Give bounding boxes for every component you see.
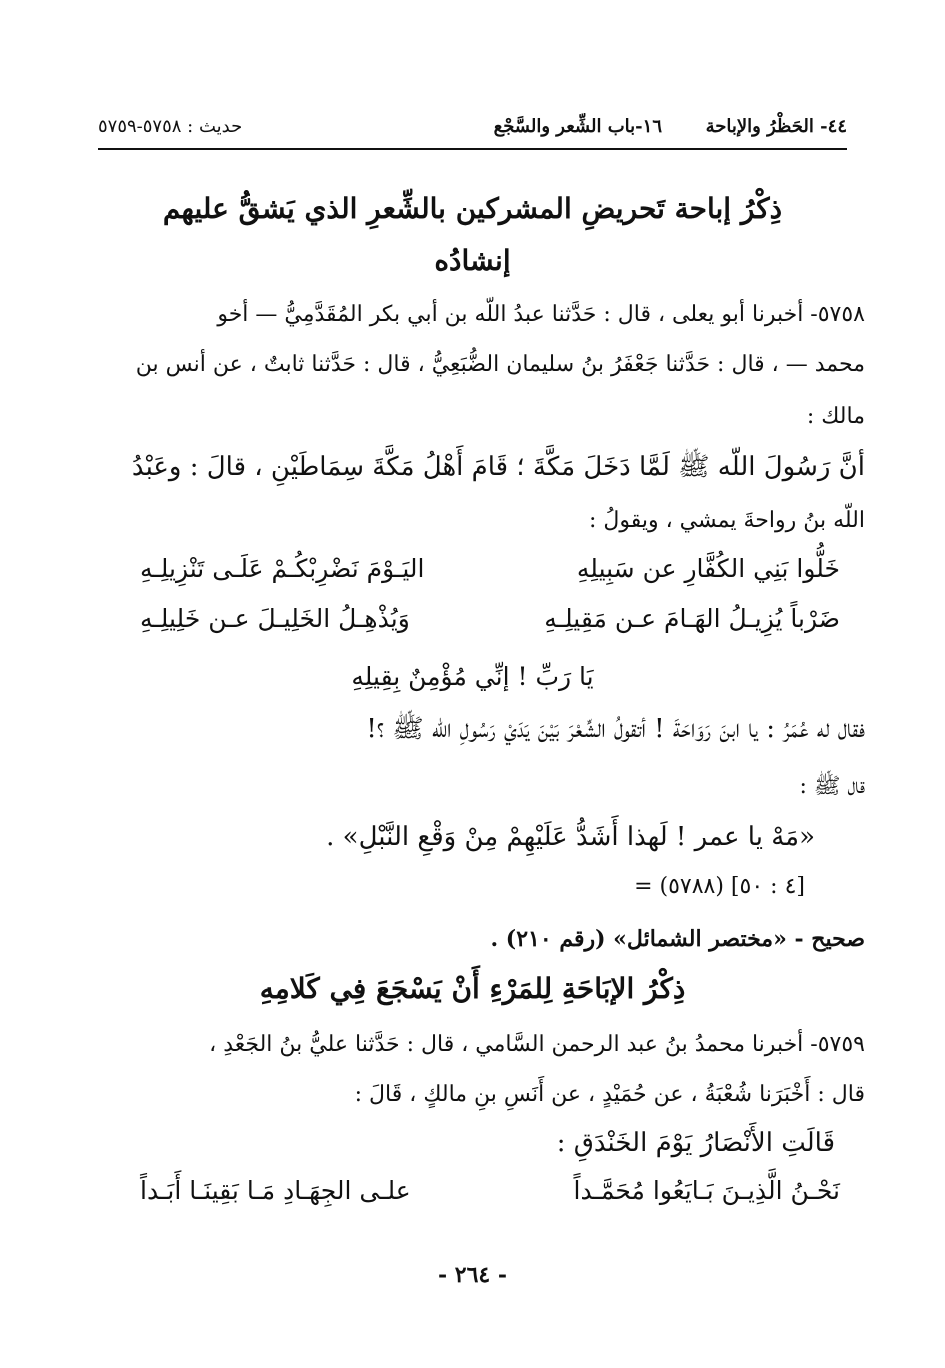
chapter-title: ٤٤- الحَظْرُ والإباحة — [705, 116, 847, 137]
hadith-5758-line-4: أنَّ رَسُولَ اللّه ﷺ لَمَّا دَخَلَ مَكَّةَ ؛ قَامَ أَهْلُ مَكَّةَ سِمَاطَيْنِ ، قالَ : وعَبْدُ — [131, 452, 865, 482]
hadith-5758-quote: «مَهْ يا عمر ! لَهذا أَشَدُّ عَلَيْهِمْ مِنْ وَقْعِ النَّبْلِ» . — [326, 822, 815, 852]
page-number: - ٢٦٤ - — [437, 1262, 508, 1288]
hadith-5758-line-3: مالك : — [806, 404, 865, 429]
verse-2-second-hemistich: وَيُذْهِـلُ الخَلِيـلَ عـن خَلِيلِـهِ — [140, 604, 410, 633]
hadith-5758-grading: صحيح - «مختصر الشمائل» (رقم ٢١٠) . — [490, 926, 865, 952]
verse-4-first-hemistich: نَحْـنُ الَّذِيـنَ بَـايَعُوا مُحَمَّـداً — [573, 1176, 840, 1205]
hadith-5759-line-2: قال : أَخْبَرَنا شُعْبَةُ ، عن حُمَيْدٍ ، عن أَنَسِ بنِ مالكٍ ، قَالَ : — [354, 1082, 865, 1107]
hadith-5758-crossref: = (٥٧٨٨) [٤ : ٥٠] — [634, 874, 805, 899]
hadith-5758-line-1: ٥٧٥٨- أخبرنا أبو يعلى ، قال : حَدَّثنا عبدُ اللّه بن أبي بكر المُقَدَّمِيُّ — أخو — [217, 302, 865, 327]
section-title: ١٦-باب الشِّعر والسَّجْع — [493, 116, 662, 137]
hadith-5758-umar-line: فقال له عُمَرُ : يا ابنَ رَوَاحَةَ ! أتقولُ الشِّعْرَ بَيْنَ يَدَيْ رَسُولِ اللّه ﷺ ؟! — [366, 714, 865, 744]
heading-1-line-1: ذِكْرُ إباحة تَحريضِ المشركين بالشِّعرِ الذي يَشقُّ عليهم — [162, 192, 783, 225]
verse-4-second-hemistich: علـى الجِهَـادِ مَـا بَقِينَـا أَبَـداً — [140, 1176, 411, 1205]
verse-2-first-hemistich: ضَرْباً يُزِيـلُ الهَـامَ عـن مَقِيلِـهِ — [544, 604, 840, 633]
hadith-5758-line-5: اللّه بنُ رواحةَ يمشي ، ويقولُ : — [588, 508, 865, 533]
verse-1-first-hemistich: خَلُّوا بَنِي الكُفَّارِ عن سَبِيلِهِ — [576, 554, 840, 583]
verse-1-second-hemistich: اليَـوْمَ نَضْرِبْكُـمْ عَلَـى تَنْزِيلِـهِ — [140, 554, 425, 583]
hadith-range: حديث : ٥٧٥٨-٥٧٥٩ — [98, 116, 243, 137]
hadith-5758-line-2: محمد — ، قال : حَدَّثنا جَعْفَرُ بنُ سليمان الضُّبَعِيُّ ، قال : حَدَّثنا ثابتٌ ، عن أنس بن — [135, 352, 865, 377]
hadith-5759-line-3: قَالَتِ الأَنْصَارُ يَوْمَ الخَنْدَقِ : — [556, 1128, 835, 1158]
verse-3: يَا رَبِّ ! إنِّي مُؤْمِنٌ بِقِيلِهِ — [351, 662, 594, 691]
hadith-5758-reply-intro: قال ﷺ : — [799, 774, 865, 799]
heading-1-line-2: إنشادُه — [434, 244, 511, 277]
hadith-5759-line-1: ٥٧٥٩- أخبرنا محمدُ بنُ عبد الرحمن السَّامي ، قال : حَدَّثنا عليُّ بنُ الجَعْدِ ، — [209, 1032, 865, 1057]
page-header — [98, 112, 847, 150]
heading-2: ذِكْرُ الإبَاحَةِ لِلمَرْءِ أَنْ يَسْجَعَ فِي كَلامِهِ — [259, 972, 686, 1005]
